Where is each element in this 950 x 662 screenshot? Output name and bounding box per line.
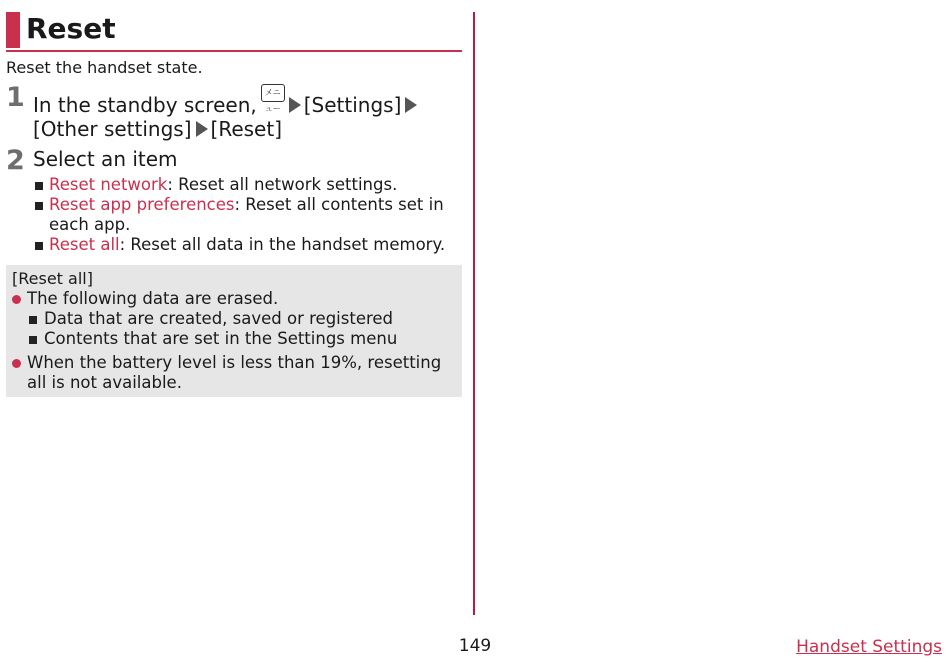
step-number: 1 xyxy=(6,82,25,113)
list-item xyxy=(33,235,462,255)
note-sub-text: Contents that are set in the Settings menu xyxy=(44,329,398,348)
section-intro: Reset the handset state. xyxy=(6,58,203,77)
note-box xyxy=(6,265,462,397)
option-term: Reset network xyxy=(49,175,168,194)
note-bullet xyxy=(12,353,456,393)
square-bullet-icon xyxy=(29,336,37,344)
step-number: 2 xyxy=(6,145,25,176)
note-bullet-text: The following data are erased. xyxy=(27,289,279,308)
column-divider xyxy=(473,12,475,615)
step-2-text: Select an item xyxy=(33,147,178,171)
square-bullet-icon xyxy=(29,316,37,324)
arrow-right-icon xyxy=(196,121,208,137)
option-desc: : Reset all data in the handset memory. xyxy=(119,235,446,254)
option-term: Reset app preferences xyxy=(49,195,235,214)
note-bullet xyxy=(12,289,456,309)
square-bullet-icon xyxy=(35,242,43,250)
section-title: Reset xyxy=(26,12,116,45)
content-column xyxy=(6,12,462,397)
note-sub-text: Data that are created, saved or registered xyxy=(44,309,394,328)
arrow-right-icon xyxy=(405,97,417,113)
section-heading xyxy=(6,12,462,52)
step-1-text-a: In the standby screen, xyxy=(33,93,257,117)
list-item xyxy=(33,175,462,195)
square-bullet-icon xyxy=(35,202,43,210)
note-sub-item xyxy=(12,329,456,349)
list-item xyxy=(33,195,462,235)
settings-label: [Settings] xyxy=(303,93,402,117)
arrow-right-icon xyxy=(289,97,301,113)
heading-accent-bar xyxy=(6,12,20,48)
square-bullet-icon xyxy=(35,182,43,190)
reset-label: [Reset] xyxy=(210,117,282,141)
option-term: Reset all xyxy=(49,235,120,254)
step-2 xyxy=(6,145,462,176)
step-1-text xyxy=(33,84,462,141)
note-bullet-text: When the battery level is less than 19%, resetting all is not available. xyxy=(27,353,442,392)
dot-bullet-icon xyxy=(12,359,21,368)
note-sub-item xyxy=(12,309,456,329)
dot-bullet-icon xyxy=(12,295,21,304)
option-desc: : Reset all network settings. xyxy=(167,175,398,194)
page-number: 149 xyxy=(458,636,492,656)
option-desc: : Reset all contents set in each app. xyxy=(49,195,444,234)
step-1 xyxy=(6,84,462,141)
note-title: [Reset all] xyxy=(12,269,93,288)
chapter-link[interactable]: Handset Settings xyxy=(796,637,942,657)
other-settings-label: [Other settings] xyxy=(33,117,192,141)
reset-options-list xyxy=(33,175,462,255)
menu-key-icon: メニュー xyxy=(261,84,285,102)
